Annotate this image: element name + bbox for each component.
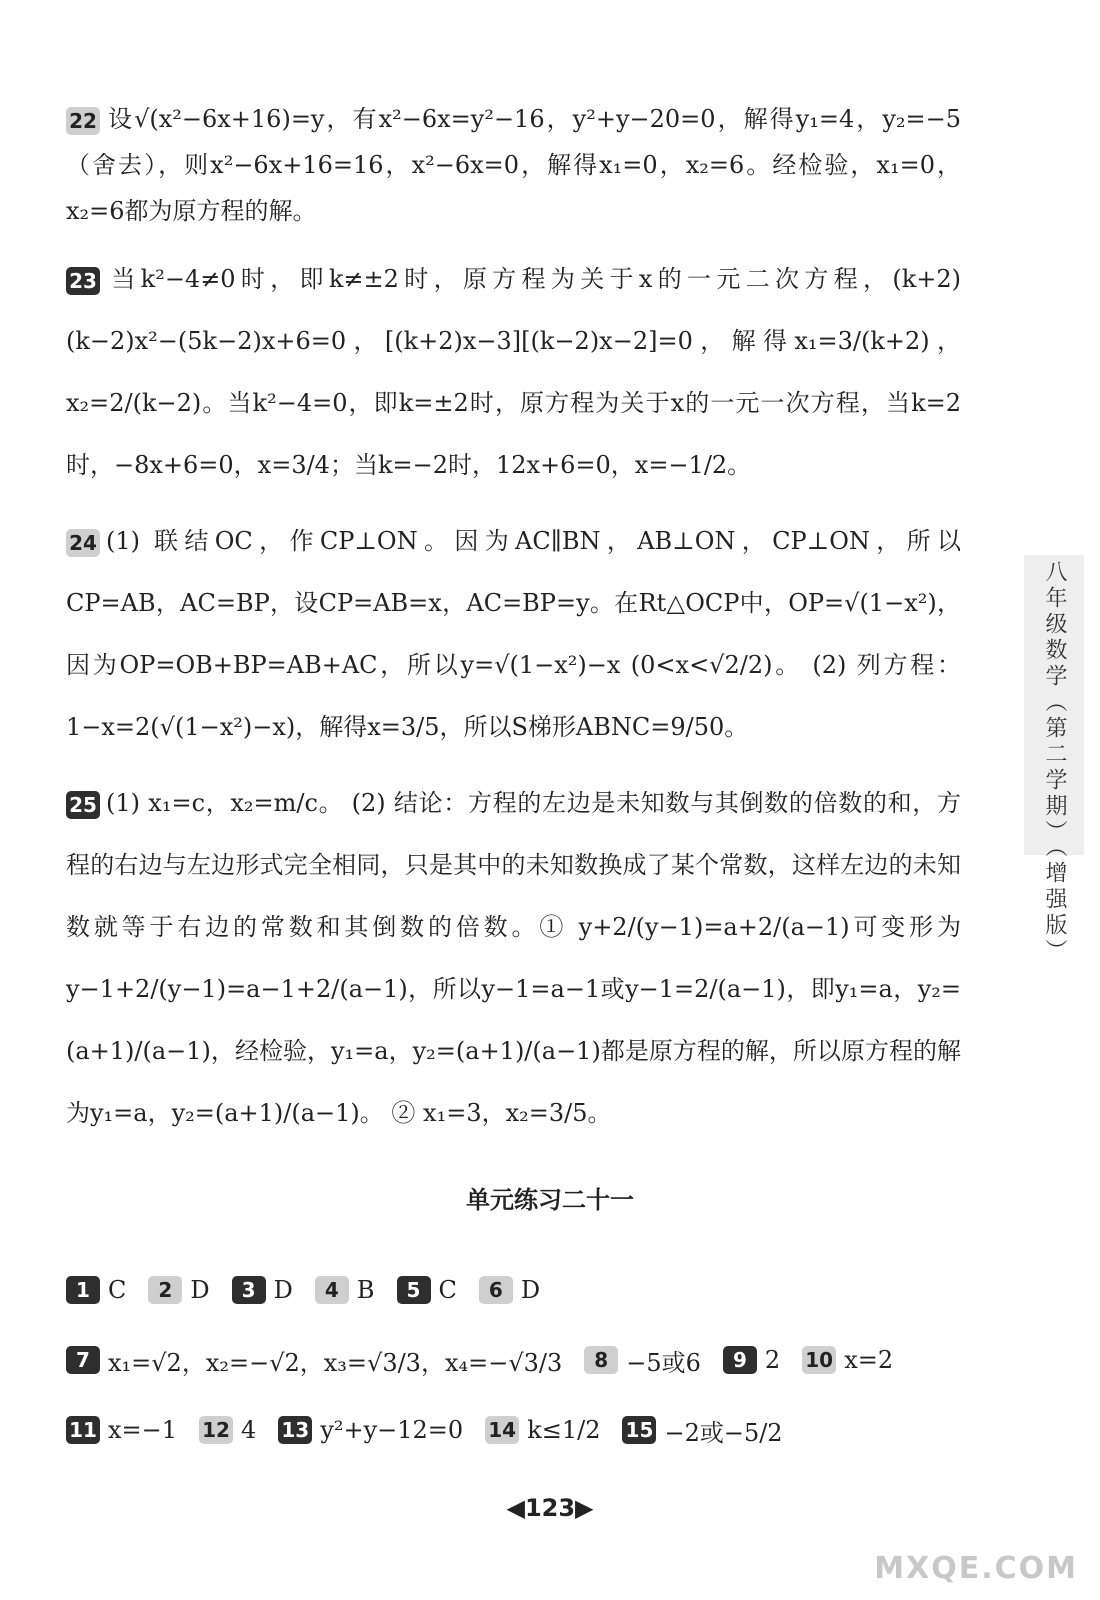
answer-number-badge: 11 bbox=[66, 1416, 100, 1444]
page-number: ◀123▶ bbox=[506, 1494, 594, 1522]
answer-value: C bbox=[438, 1276, 457, 1304]
question-number-badge: 22 bbox=[66, 107, 100, 135]
question-text: 当k²−4≠0时，即k≠±2时，原方程为关于x的一元二次方程，(k+2)(k−2)x²−(5k−2)x+6=0，[(k+2)x−3][(k−2)x−2]=0，解得x₁=3/(k+2)，x₂=2/(k−2)。当k²−4=0，即k=±2时，原方程为关于x的一元一次方程，当k=2时，−8x+6=0，x=3/4；当k=−2时，12x+6=0，x=−1/2。 bbox=[66, 265, 961, 479]
answer-number-badge: 6 bbox=[479, 1276, 513, 1304]
answer-item bbox=[622, 1413, 782, 1448]
answer-number-badge: 15 bbox=[622, 1416, 656, 1444]
section-title: 单元练习二十一 bbox=[466, 1186, 634, 1214]
answer-value: x=2 bbox=[844, 1346, 894, 1374]
answer-number-badge: 3 bbox=[232, 1276, 266, 1304]
answer-item bbox=[278, 1416, 463, 1444]
answer-item bbox=[66, 1416, 177, 1444]
answer-item bbox=[397, 1276, 457, 1304]
answer-number-badge: 7 bbox=[66, 1346, 100, 1374]
answer-item bbox=[485, 1416, 600, 1444]
answer-value: y²+y−12=0 bbox=[320, 1416, 464, 1444]
answer-item bbox=[199, 1416, 256, 1444]
answer-number-badge: 12 bbox=[199, 1416, 233, 1444]
answer-value: B bbox=[356, 1276, 375, 1304]
answer-number-badge: 10 bbox=[802, 1346, 836, 1374]
answer-value: x₁=√2，x₂=−√2，x₃=√3/3，x₄=−√3/3 bbox=[108, 1348, 563, 1377]
answer-key bbox=[66, 1255, 961, 1465]
answer-number-badge: 2 bbox=[148, 1276, 182, 1304]
answer-value: 2 bbox=[764, 1346, 781, 1374]
question-number-badge: 24 bbox=[66, 529, 100, 557]
answer-number-badge: 4 bbox=[315, 1276, 349, 1304]
answer-number-badge: 8 bbox=[584, 1346, 618, 1374]
answer-number-badge: 1 bbox=[66, 1276, 100, 1304]
answer-value: D bbox=[190, 1276, 210, 1304]
answer-value: 4 bbox=[241, 1416, 257, 1444]
side-book-title: 八年级数学（第二学期）（增强版） bbox=[1042, 560, 1067, 965]
answer-item bbox=[66, 1343, 562, 1378]
answer-number-badge: 9 bbox=[723, 1346, 757, 1374]
question-text: 设√(x²−6x+16)=y，有x²−6x=y²−16，y²+y−20=0，解得y₁=4，y₂=−5（舍去），则x²−6x+16=16，x²−6x=0，解得x₁=0，x₂=6。经检验，x₁=0，x₂=6都为原方程的解。 bbox=[66, 105, 961, 225]
question-number-badge: 25 bbox=[66, 791, 100, 819]
answer-item bbox=[66, 1276, 126, 1304]
answer-item bbox=[723, 1346, 780, 1374]
answer-row-1 bbox=[66, 1255, 961, 1325]
answer-value: k≤1/2 bbox=[527, 1416, 601, 1444]
answer-number-badge: 14 bbox=[485, 1416, 519, 1444]
answer-row-2 bbox=[66, 1325, 961, 1395]
question-24 bbox=[66, 510, 961, 758]
answer-value: −2或−5/2 bbox=[664, 1418, 783, 1447]
answer-item bbox=[479, 1276, 540, 1304]
answer-value: D bbox=[520, 1276, 541, 1304]
question-25 bbox=[66, 772, 961, 1144]
answer-item bbox=[148, 1276, 209, 1304]
answer-row-3 bbox=[66, 1395, 961, 1465]
watermark: MXQE.COM bbox=[874, 1551, 1078, 1586]
answer-value: −5或6 bbox=[626, 1348, 701, 1377]
question-number-badge: 23 bbox=[66, 267, 100, 295]
answer-item bbox=[584, 1343, 701, 1378]
answer-value: C bbox=[108, 1276, 127, 1304]
question-text: (1) 联结OC，作CP⊥ON。因为AC∥BN，AB⊥ON，CP⊥ON，所以CP=AB，AC=BP，设CP=AB=x，AC=BP=y。在Rt△OCP中，OP=√(1−x²)，因为OP=OB+BP=AB+AC，所以y=√(1−x²)−x (0<x<√2/2)。 (2) 列方程：1−x=2(√(1−x²)−x)，解得x=3/5，所以S梯形ABNC=9/50。 bbox=[66, 527, 961, 741]
answer-number-badge: 5 bbox=[397, 1276, 431, 1304]
answer-value: D bbox=[273, 1276, 293, 1304]
answer-number-badge: 13 bbox=[278, 1416, 312, 1444]
question-23 bbox=[66, 248, 961, 496]
answer-item bbox=[802, 1346, 893, 1374]
answer-item bbox=[232, 1276, 293, 1304]
answer-value: x=−1 bbox=[108, 1416, 178, 1444]
solutions-content bbox=[66, 96, 961, 1158]
question-text: (1) x₁=c，x₂=m/c。 (2) 结论：方程的左边是未知数与其倒数的倍数的和，方程的右边与左边形式完全相同，只是其中的未知数换成了某个常数，这样左边的未知数就等于右边的常数和其倒数的倍数。① y+2/(y−1)=a+2/(a−1)可变形为y−1+2/(y−1)=a−1+2/(a−1)，所以y−1=a−1或y−1=2/(a−1)，即y₁=a，y₂=(a+1)/(a−1)，经检验，y₁=a，y₂=(a+1)/(a−1)都是原方程的解，所以原方程的解为y₁=a，y₂=(a+1)/(a−1)。 ② x₁=3，x₂=3/5。 bbox=[66, 789, 961, 1127]
answer-item bbox=[315, 1276, 375, 1304]
question-22 bbox=[66, 96, 961, 234]
